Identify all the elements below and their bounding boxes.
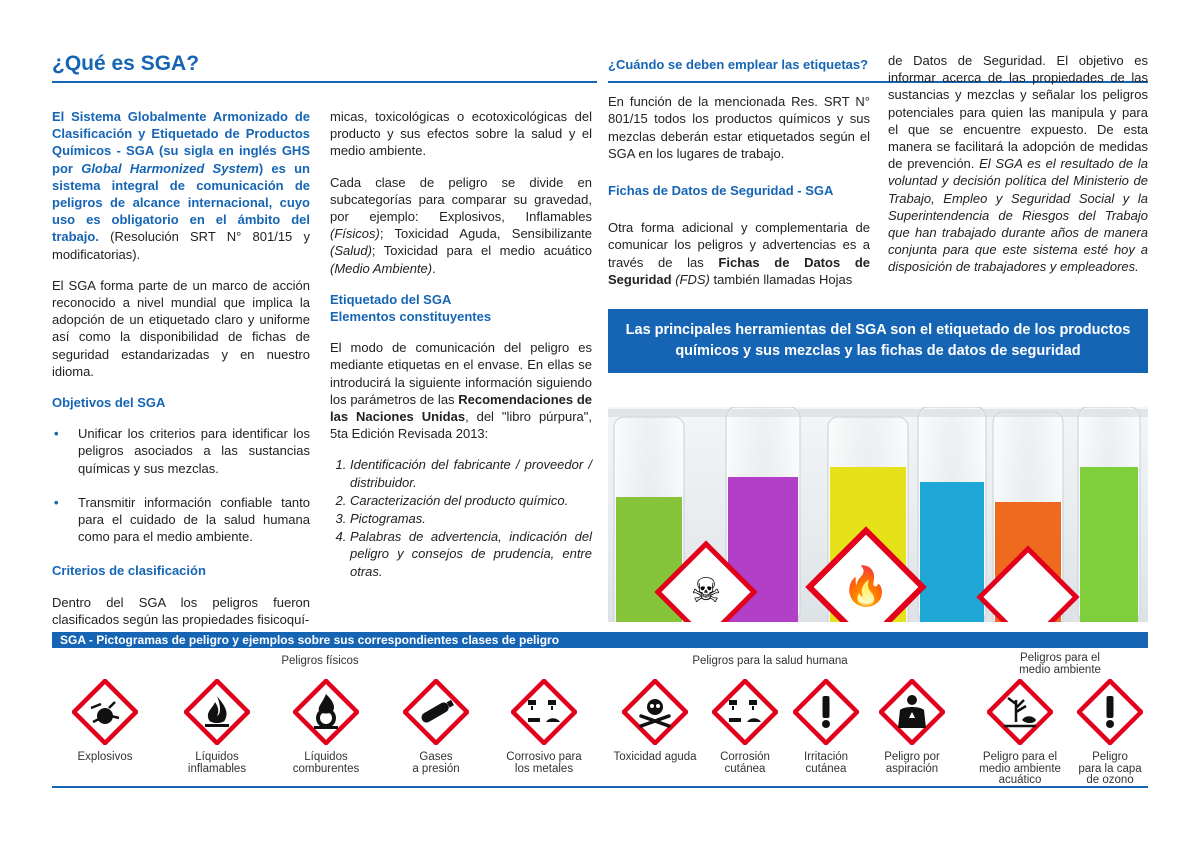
- list-item: 1. Identificación del fabricante / proveedor / distribuidor.: [350, 456, 592, 490]
- category-ambiente: [990, 652, 1130, 676]
- fichas-paragraph: [608, 219, 870, 288]
- pictogram-label: [776, 752, 876, 775]
- list-item: • Transmitir información confiable tanto para el cuidado de la salud humana como para el medio ambiente.: [52, 494, 310, 546]
- health-hazard-icon: [879, 679, 945, 745]
- pictogram-label-line: a presión: [412, 762, 460, 775]
- column-4: [888, 52, 1148, 290]
- pictogram-label-line: Corrosivo para: [506, 751, 582, 763]
- exploding-bomb-icon: [72, 679, 138, 745]
- title-underline: [52, 81, 597, 83]
- pictogram-label: [494, 752, 594, 775]
- fichas-text-e: también llamadas Hojas: [709, 271, 853, 287]
- list-item: • Unificar los criterios para identificar los peligros asociados a las sustancias químicas y sus mezclas.: [52, 425, 310, 477]
- objetivos-list: [52, 425, 310, 545]
- intro-paragraph: [52, 108, 310, 263]
- highlight-banner: Las principales herramientas del SGA son el etiquetado de los productos químicos y sus mezclas y las fichas de datos de seguridad: [608, 309, 1148, 373]
- environment-icon: [987, 679, 1053, 745]
- modo-text-b: Recomendaciones de las Naciones Unidas: [330, 391, 592, 425]
- exclamation-mark-icon: [793, 679, 859, 745]
- pictogram-label-line: Gases: [419, 751, 453, 763]
- modo-text-a: El modo de comunicación del peligro es mediante etiquetas en el envase. En ellas se introducirá la siguiente información siguiendo los parámetros de las: [330, 340, 592, 407]
- etiquetado-heading-1: Etiquetado del SGA: [330, 291, 452, 307]
- pictogram-label-line: Toxicidad aguda: [613, 751, 697, 763]
- objetivos-heading: Objetivos del SGA: [52, 395, 166, 411]
- intro-text-b: ) es un sistema integral de comunicación de peligros de alcance internacional, cuyo uso es obligatorio en el ámbito del trabajo.: [52, 160, 310, 245]
- flame-over-circle-icon: [293, 679, 359, 745]
- pictogram-label-line: Peligro: [1092, 751, 1128, 763]
- pictogram-label-line: Peligro por: [884, 751, 940, 763]
- pictogram-label-line: para la capa: [1078, 762, 1142, 775]
- pictogram-label-line: Explosivos: [77, 751, 133, 763]
- pictogram-label-line: cutánea: [805, 762, 847, 775]
- pictogram-label-line: aspiración: [885, 762, 939, 775]
- column-2: [330, 108, 592, 581]
- col2-continuation: micas, toxicológicas o ecotoxicológicas del producto y sus efectos sobre la salud y el medio ambiente.: [330, 109, 592, 159]
- modo-text-c: , del "libro púrpura", 5ta Edición Revisada 2013:: [330, 409, 592, 442]
- pictogram-label-line: Líquidos: [304, 751, 348, 763]
- clase-paragraph: [330, 174, 592, 277]
- list-item: 2. Caracterización del producto químico.: [350, 492, 592, 509]
- clase-fisicos: (Físicos): [330, 226, 380, 242]
- col4-paragraph: [888, 52, 1148, 276]
- category-ambiente-1: Peligros para el: [1020, 652, 1100, 664]
- pictogram-label: [605, 752, 705, 764]
- criterios-heading: Criterios de clasificación: [52, 563, 206, 579]
- pictogram-label-line: medio ambiente: [979, 762, 1061, 775]
- flame-icon: [184, 679, 250, 745]
- pictogram-label-line: Irritación: [803, 751, 849, 763]
- clase-text-c: ; Toxicidad para el medio acuático: [371, 243, 592, 259]
- col4-text-a: de Datos de Seguridad. El objetivo es informar acerca de las propiedades de las sustancias y mezclas y señalar los peligros potenciales para quien las manipula y para el que se encuentre expuesto. De esta manera se facilitará la adopción de medidas de prevención.: [888, 53, 1148, 172]
- pictogram-label-line: inflamables: [187, 762, 247, 775]
- intro-text-em: Global Harmonized System: [81, 160, 259, 176]
- category-ambiente-2: medio ambiente: [1019, 664, 1101, 676]
- exclamation-mark-icon: [1077, 679, 1143, 745]
- column-3: [608, 56, 870, 302]
- pictogram-label: [276, 752, 376, 775]
- corrosion-icon: [712, 679, 778, 745]
- clase-medio: (Medio Ambiente): [330, 260, 433, 276]
- pictogram-label-line: cutánea: [724, 762, 766, 775]
- pictogram-label-line: Peligro para el: [982, 751, 1058, 763]
- pictogram-label: [386, 752, 486, 775]
- skull-crossbones-icon: [622, 679, 688, 745]
- fichas-text-a: Otra forma adicional y complementaria de comunicar los peligros y advertencias es a través de las: [608, 220, 870, 270]
- label-elements-list: [330, 456, 592, 579]
- fichas-fds: (FDS): [675, 271, 710, 287]
- etiquetado-heading-2: Elementos constituyentes: [330, 309, 492, 325]
- pictogram-label: [167, 752, 267, 775]
- pictogram-label-line: comburentes: [292, 762, 360, 775]
- fichas-heading: Fichas de Datos de Seguridad - SGA: [608, 183, 834, 199]
- pictogram-label-line: de ozono: [1086, 774, 1134, 786]
- cuando-text: En función de la mencionada Res. SRT N° 801/15 todos los productos químicos y sus mezclas deberán estar etiquetados según el SGA en los lugares de trabajo.: [608, 94, 870, 161]
- pictogram-section-bar: SGA - Pictogramas de peligro y ejemplos sobre sus correspondientes clases de peligro: [52, 632, 1148, 648]
- test-tubes-photo: [608, 407, 1148, 622]
- bottom-rule: [52, 786, 1148, 788]
- corrosion-icon: [511, 679, 577, 745]
- svg-text:🔥: 🔥: [842, 564, 890, 608]
- clase-text-d: .: [432, 260, 436, 276]
- intro-text-a: El Sistema Globalmente Armonizado de Clasificación y Etiquetado de Productos Químicos - SGA (su sigla en inglés GHS por: [52, 109, 310, 176]
- clase-text-b: ; Toxicidad Aguda, Sensibilizante: [379, 226, 592, 242]
- intro-ref: (Resolución SRT N° 801/15 y modificatorias).: [52, 229, 310, 262]
- etiquetado-heading: [330, 291, 592, 325]
- cuando-heading: ¿Cuándo se deben emplear las etiquetas?: [608, 57, 869, 72]
- page-title: ¿Qué es SGA?: [52, 52, 200, 75]
- pictogram-label: [55, 752, 155, 764]
- criterios-text: Dentro del SGA los peligros fueron clasificados según las propiedades fisicoquí-: [52, 594, 310, 627]
- column-1: [52, 108, 310, 642]
- category-salud: Peligros para la salud humana: [692, 655, 848, 667]
- list-item: 3. Pictogramas.: [350, 510, 592, 527]
- category-fisicos: Peligros físicos: [281, 655, 359, 667]
- pictogram-label: [970, 752, 1070, 787]
- list-item: 4. Palabras de advertencia, indicación del peligro y consejos de prudencia, entre otras.: [350, 528, 592, 580]
- gas-cylinder-icon: [403, 679, 469, 745]
- pictogram-label-line: Líquidos: [195, 751, 239, 763]
- col4-text-em: El SGA es el resultado de la voluntad y decisión política del Ministerio de Trabajo, Empleo y Seguridad Social y la Superintendencia de Riesgos del Trabajo que han trabajado durante años de manera conjunta para que este sistema esté hoy a disposición de trabajadores y empleadores.: [888, 156, 1148, 275]
- pictogram-label-line: los metales: [514, 762, 574, 775]
- svg-text:☠: ☠: [690, 571, 722, 611]
- modo-paragraph: [330, 339, 592, 442]
- test-tubes-illustration: [608, 407, 1148, 622]
- clase-text-a: Cada clase de peligro se divide en subcategorías para comparar su gravedad, por ejemplo: Explosivos, Inflamables: [330, 174, 592, 225]
- pictogram-label: [862, 752, 962, 775]
- fichas-text-b: Fichas de Datos de Seguridad: [608, 254, 870, 287]
- pictogram-label-line: Corrosión: [720, 751, 770, 763]
- clase-salud: (Salud): [330, 243, 372, 259]
- pictogram-label: [1060, 752, 1160, 787]
- pictogram-label-line: acuático: [998, 774, 1042, 786]
- para-2: El SGA forma parte de un marco de acción reconocido a nivel mundial que implica la adopción de un etiquetado claro y uniforme así como la disponibilidad de fichas de seguridad estandarizadas y en nuestro idioma.: [52, 277, 310, 379]
